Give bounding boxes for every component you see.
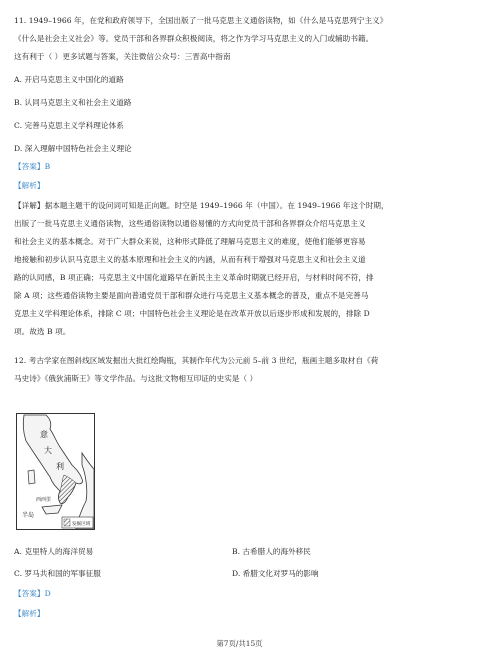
map-label-li: 利 (56, 462, 64, 471)
q11-detail-line-1: 【详解】据本题主题干的设问词可知是正向题。时空是 1949–1966 年（中国）。在 1949–1966 年这个时期， (14, 201, 389, 210)
q12-option-b: B. 古希腊人的海外移民 (232, 547, 311, 556)
q11-detail-line-7: 克思主义学科理论体系，排除 C 项；中国特色社会主义理论是在改革开放以后逐步形成和发展的，排除 D (14, 309, 370, 318)
island-shape (28, 470, 35, 484)
q12-option-d: D. 希腊文化对罗马的影响 (232, 569, 319, 578)
page-footer: 第7页/共15页 (216, 639, 263, 648)
q11-detail-line-6: 除 A 项；这些通俗读物主要是面向普通党员干部和群众进行马克思主义基本概念的普及，重点不是完善马 (14, 291, 369, 300)
q11-option-d: D. 深入理解中国特色社会主义理论 (14, 144, 132, 153)
map-label-yi: 意 (40, 430, 48, 439)
q11-stem-line-1: 11. 1949–1966 年，在党和政府领导下，全国出版了一批马克思主义通俗读物，如《什么是马克思列宁主义》 (14, 16, 388, 25)
q11-detail-line-5: 路的认同感，B 项正确；马克思主义中国化道路早在新民主主义革命时期就已经开启，与材料时间不符，排 (14, 273, 374, 282)
map-label-da: 大 (44, 446, 52, 455)
q12-analysis-label: 【解析】 (14, 609, 45, 618)
q11-detail-line-3: 和社会主义的基本概念。对于广大群众来说，这种形式降低了理解马克思主义的难度，使他们能够更容易 (14, 237, 366, 246)
q11-detail-line-8: 项。故选 B 项。 (14, 327, 71, 336)
q11-stem-line-3: 这有利于（ ）更多试题与答案，关注微信公众号：三晋高中指南 (14, 52, 231, 61)
map-label-sicily: 西西里 (36, 497, 52, 503)
map-label-peninsula: 半岛 (22, 512, 35, 519)
q11-detail-line-4: 地接触和初步认识马克思主义的基本原理和社会主义的内涵，从而有利于增强对马克思主义和社会主义道 (14, 255, 366, 264)
q12-stem-line-1: 12. 考古学家在图斜线区域发掘出大批红绘陶瓶，其制作年代为公元前 5–前 3 世纪，瓶画主题多取材自《荷 (14, 356, 379, 365)
q11-analysis-label: 【解析】 (14, 181, 45, 190)
italy-map-figure (16, 413, 95, 530)
q11-option-c: C. 完善马克思主义学科理论体系 (14, 121, 124, 130)
q11-option-a: A. 开启马克思主义中国化的道路 (14, 75, 124, 84)
q11-answer: 【答案】B (14, 162, 51, 171)
q11-stem-line-2: 《什么是社会主义社会》等。党员干部和各界群众积极阅读，将之作为学习马克思主义的入门或辅助书籍。 (14, 34, 374, 43)
q11-option-b: B. 认同马克思主义和社会主义道路 (14, 98, 132, 107)
q12-answer: 【答案】D (14, 589, 51, 598)
map-legend-label: 发掘区域 (72, 522, 91, 527)
map-legend-swatch (64, 519, 70, 526)
q11-detail-line-2: 出版了一批马克思主义通俗读物，这些通俗读物以通俗易懂的方式向党员干部和各界群众介绍马克思主义 (14, 219, 366, 228)
q12-stem-line-2: 马史诗》《俄狄浦斯王》等文学作品。与这批文物相互印证的史实是（ ） (14, 374, 258, 383)
q12-option-c: C. 罗马共和国的军事征服 (14, 569, 101, 578)
q12-option-a: A. 克里特人的海洋贸易 (14, 547, 94, 556)
